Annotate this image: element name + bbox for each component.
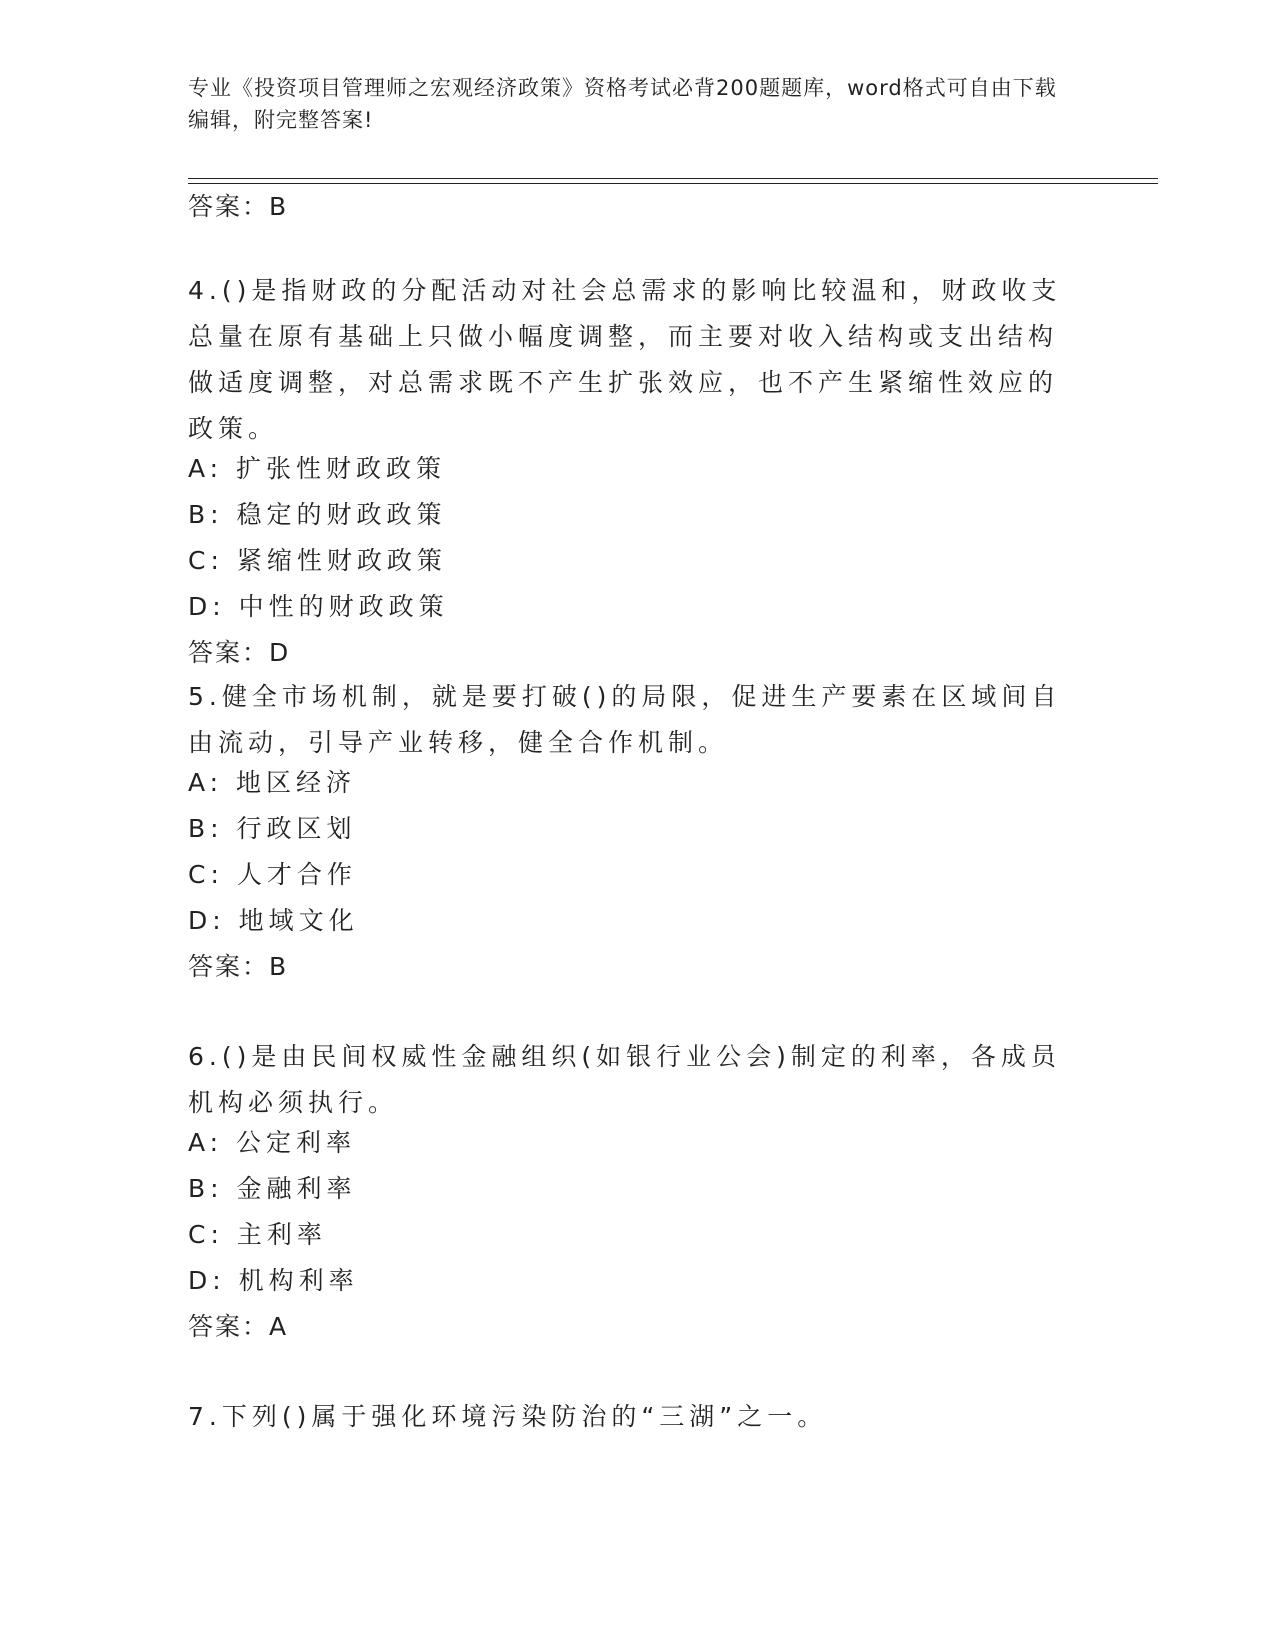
question-4-answer: 答案：D xyxy=(188,638,291,667)
question-6-answer: 答案：A xyxy=(188,1312,289,1341)
question-6-option-b: B: 金融利率 xyxy=(188,1174,357,1203)
question-6-stem: 6.()是由民间权威性金融组织(如银行业公会)制定的利率，各成员机构必须执行。 xyxy=(188,1042,1061,1117)
question-4-stem: 4.()是指财政的分配活动对社会总需求的影响比较温和，财政收支总量在原有基础上只做小幅度调整，而主要对收入结构或支出结构做适度调整，对总需求既不产生扩张效应，也不产生紧缩性效应的政策。 xyxy=(188,276,1062,443)
question-4-option-a: A: 扩张性财政政策 xyxy=(188,454,447,483)
question-6-option-d: D: 机构利率 xyxy=(188,1266,359,1295)
question-5-option-d: D: 地域文化 xyxy=(188,906,359,935)
question-5-stem: 5.健全市场机制，就是要打破()的局限，促进生产要素在区域间自由流动，引导产业转移，健全合作机制。 xyxy=(188,682,1062,757)
answer-q3: 答案：B xyxy=(188,192,289,221)
question-4-option-d: D: 中性的财政政策 xyxy=(188,592,449,621)
question-4-option-c: C: 紧缩性财政政策 xyxy=(188,546,447,575)
question-7 xyxy=(188,1394,1068,1440)
question-6-option-a: A: 公定利率 xyxy=(188,1128,357,1157)
question-4-option-b: B: 稳定的财政政策 xyxy=(188,500,447,529)
header-divider-top xyxy=(188,178,1158,179)
question-4 xyxy=(188,268,1068,670)
question-6-option-c: C: 主利率 xyxy=(188,1220,327,1249)
header-divider-bottom xyxy=(188,183,1158,184)
question-5-option-a: A: 地区经济 xyxy=(188,768,357,797)
question-7-stem: 7.下列()属于强化环境污染防治的“三湖”之一。 xyxy=(188,1402,828,1431)
document-header: 专业《投资项目管理师之宏观经济政策》资格考试必背200题题库，word格式可自由下载编辑，附完整答案! xyxy=(188,76,1057,132)
question-6 xyxy=(188,1034,1068,1344)
question-5 xyxy=(188,674,1068,984)
question-5-option-c: C: 人才合作 xyxy=(188,860,357,889)
question-5-option-b: B: 行政区划 xyxy=(188,814,357,843)
question-5-answer: 答案：B xyxy=(188,952,289,981)
